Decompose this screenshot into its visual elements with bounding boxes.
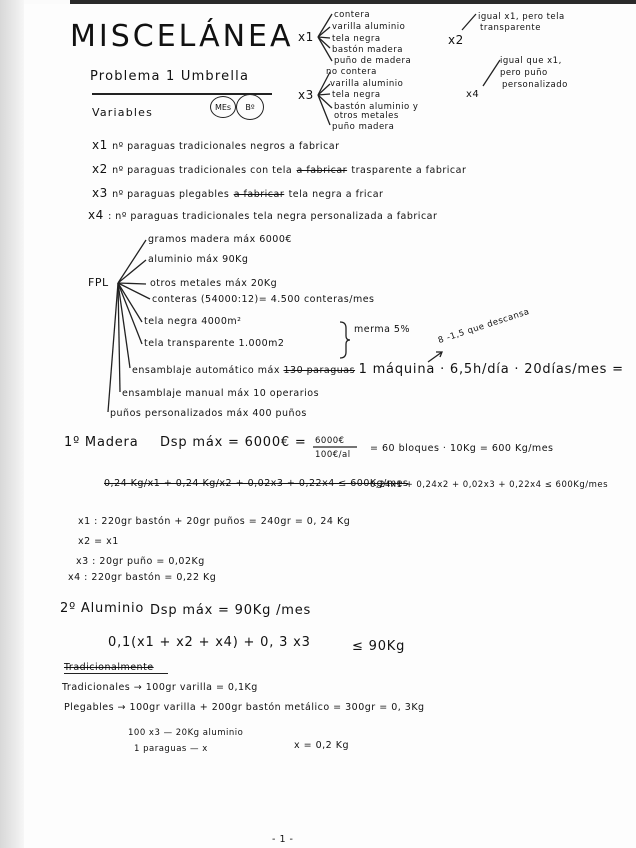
x3-item: tela negra [332,90,381,100]
x2-def-label: x2 [448,33,464,47]
fpl-item: ensamblaje manual máx 10 operarios [122,388,320,399]
fpl-item-text: ensamblaje automático máx [132,365,280,376]
variable-desc: nº paraguas plegables [112,189,230,200]
fpl-item: aluminio máx 90Kg [148,254,249,265]
x1-item: tela negra [332,34,381,44]
struck-text: a fabricar [233,189,285,200]
fpl-item: conteras (54000:12)= 4.500 conteras/mes [152,294,375,305]
x1-item: bastón madera [332,45,403,55]
variable-symbol: x1 [92,138,108,152]
fpl-item: otros metales máx 20Kg [150,278,278,289]
x3-item: puño madera [332,122,395,132]
variable-x3 [92,186,383,200]
x4-line: pero puño [500,68,548,78]
section1-dsp: Dsp máx = 6000€ = [160,435,307,450]
struck-text: a fabricar [296,165,348,176]
fpl-item: puños personalizados máx 400 puños [110,408,307,419]
wood-constraint: 0,24x1 + 0,24x2 + 0,02x3 + 0,22x4 ≤ 600Kg/mes [370,480,609,490]
x1-item: varilla aluminio [332,22,406,32]
page-number: - 1 - [272,834,294,845]
struck-text: 130 paraguas [283,365,356,376]
x3-item: otros metales [334,111,399,121]
fraction-numerator: 6000€ [315,436,345,446]
breakdown-line: x4 : 220gr bastón = 0,22 Kg [68,572,217,583]
merma-note: merma 5% [354,324,411,335]
variable-desc-rest: tela negra a fricar [288,189,384,200]
x1-item: contera [334,10,371,20]
x3-def-label: x3 [298,88,314,102]
fpl-item: tela negra 4000m² [144,316,242,327]
x2-line: igual x1, pero tela [478,12,565,22]
circled-tag-bo: Bº [236,94,264,120]
problem-subtitle: Problema 1 Umbrella [90,69,250,84]
hours-note: 8 -1,5 que descansa [436,306,531,346]
page-title: MISCELÁNEA [70,19,294,54]
x3-item: varilla aluminio [330,79,404,89]
fpl-item [132,364,624,376]
struck-underline [64,673,168,674]
variable-symbol: x2 [92,162,108,176]
variable-desc-rest: trasparente a fabricar [351,165,467,176]
rule-of-three-row: 1 paraguas — x [134,744,208,754]
x3-item: no contera [326,67,377,77]
variable-x2 [92,162,466,176]
fpl-item-rest: 1 máquina · 6,5h/día · 20días/mes = [358,362,624,377]
x4-def-label: x4 [466,89,480,100]
page-edge [0,0,24,848]
fraction-denominator: 100€/al [315,450,351,460]
variable-symbol: x4 [88,208,104,222]
x1-item: puño de madera [334,56,412,66]
x4-line: igual que x1, [500,56,562,66]
struck-word: Tradicionalmente [64,662,154,673]
section2-heading: 2º Aluminio [60,601,145,616]
fpl-item: tela transparente 1.000m2 [144,338,285,349]
x4-line: personalizado [502,80,568,90]
variable-desc: nº paraguas tradicionales negros a fabricar [112,141,340,152]
section2-dsp: Dsp máx = 90Kg /mes [150,603,312,618]
breakdown-line: x2 = x1 [78,536,119,547]
aluminium-line: Plegables → 100gr varilla + 200gr bastón metálico = 300gr = 0, 3Kg [64,702,425,713]
paper-sheet [24,4,636,848]
variables-heading: Variables [92,106,154,119]
variable-x1 [92,138,340,152]
aluminium-constraint-left: 0,1(x1 + x2 + x4) + 0, 3 x3 [108,635,311,650]
aluminium-line: Tradicionales → 100gr varilla = 0,1Kg [62,682,258,693]
section1-heading: 1º Madera [64,435,139,450]
rule-of-three-row: 100 x3 — 20Kg aluminio [128,728,244,738]
variable-desc: : nº paraguas tradicionales tela negra personalizada a fabricar [108,211,438,222]
fpl-item: gramos madera máx 6000€ [148,234,292,245]
variable-desc: nº paraguas tradicionales con tela [112,165,293,176]
circled-tag-mes: MEs [210,96,236,118]
rule-of-three-result: x = 0,2 Kg [294,740,350,751]
variable-x4 [88,208,437,222]
aluminium-constraint-right: ≤ 90Kg [352,639,406,654]
breakdown-line: x3 : 20gr puño = 0,02Kg [76,556,205,567]
variable-symbol: x3 [92,186,108,200]
fpl-label: FPL [88,276,109,289]
breakdown-line: x1 : 220gr bastón + 20gr puños = 240gr = 0, 24 Kg [78,516,351,527]
x3-item: bastón aluminio y [334,102,419,112]
struck-constraint: 0,24 Kg/x1 + 0,24 Kg/x2 + 0,02x3 + 0,22x4 ≤ 600Kg/mes [104,478,409,489]
section1-result: = 60 bloques · 10Kg = 600 Kg/mes [370,443,554,454]
x2-line: transparente [480,23,541,33]
x1-def-label: x1 [298,30,314,44]
